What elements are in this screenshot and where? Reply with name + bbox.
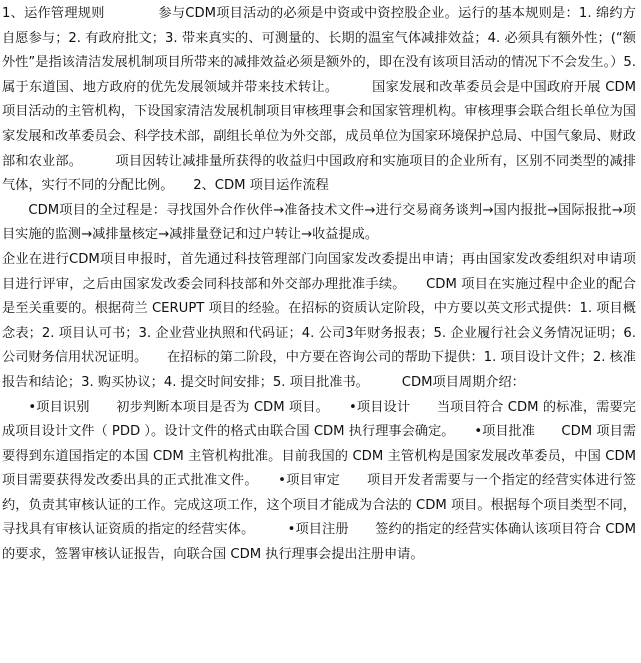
paragraph-application: 企业在进行CDM项目申报时，首先通过科技管理部门向国家发改委提出申请；再由国家发改委组织对申请项目进行评审，之后由国家发改委会同科技部和外交部办理批准手续。 CDM 项目在实施过程中企业的配合是至关重要的。根据荷兰 CERUPT 项目的经验。在招标的资质认定阶段，中方要以英文形式提供：1. 项目概念表；2. 项目认可书；3. 企业营业执照和代码证；4. 公司3年财务报表；5. 企业履行社会义务情况证明；6. 公司财务信用状况证明。 在招标的第二阶段，中方要在咨询公司的帮助下提供：1. 项目设计文件；2. 核准报告和结论；3. 购买协议；4. 提交时间安排；5. 项目批准书。 CDM项目周期介绍： bbox=[2, 251, 636, 390]
paragraph-operation-rules: 1、运作管理规则 参与CDM项目活动的必须是中资或中资控股企业。运行的基本规则是：1. 绵约方自愿参与；2. 有政府批文；3. 带来真实的、可测量的、长期的温室气体减排效益；4. 必须具有额外性；(“额外性”是指该清洁发展机制项目所带来的减排效益必须是额外的，即在没有该项目活动的情况下不会发生。）5. 属于东道国、地方政府的优先发展领域并带来技术转让。 国家发展和改革委员会是中国政府开展 CDM 项目活动的主管机构，下设国家清洁发展机制项目审核理事会和国家管理机构。审核理事会联合组长单位为国家发展和改革委员会、科学技术部，副组长单位为外交部，成员单位为国家环境保护总局、中国气象局、财政部和农业部。 项目因转让减排量所获得的收益归中国政府和实施项目的企业所有，区别不同类型的减排气体，实行不同的分配比例。 2、CDM 项目运作流程 bbox=[2, 6, 636, 194]
paragraph-cdm-process: CDM项目的全过程是：寻找国外合作伙伴→准备技术文件→进行交易商务谈判→国内报批→国际报批→项目实施的监测→减排量核定→减排量登记和过户转让→收益提成。 bbox=[2, 202, 636, 243]
document-body bbox=[2, 2, 636, 568]
paragraph-project-cycle: •项目识别 初步判断本项目是否为 CDM 项目。 •项目设计 当项目符合 CDM 的标准，需要完成项目设计文件（ PDD ）。设计文件的格式由联合国 CDM 执行理事会确定。 •项目批准 CDM 项目需要得到东道国指定的本国 CDM 主管机构批准。目前我国的 CDM 主管机构是国家发展改革委员，中国 CDM 项目需要获得发改委出具的正式批准文件。 •项目审定 项目开发者需要与一个指定的经营实体进行签约，负责其审核认证的工作。完成这项工作，这个项目才能成为合法的 CDM 项目。根据每个项目类型不同，寻找具有审核认证资质的指定的经营实体。 •项目注册 签约的指定的经营实体确认该项目符合 CDM 的要求，签署审核认证报告，向联合国 CDM 执行理事会提出注册申请。 bbox=[2, 399, 636, 563]
